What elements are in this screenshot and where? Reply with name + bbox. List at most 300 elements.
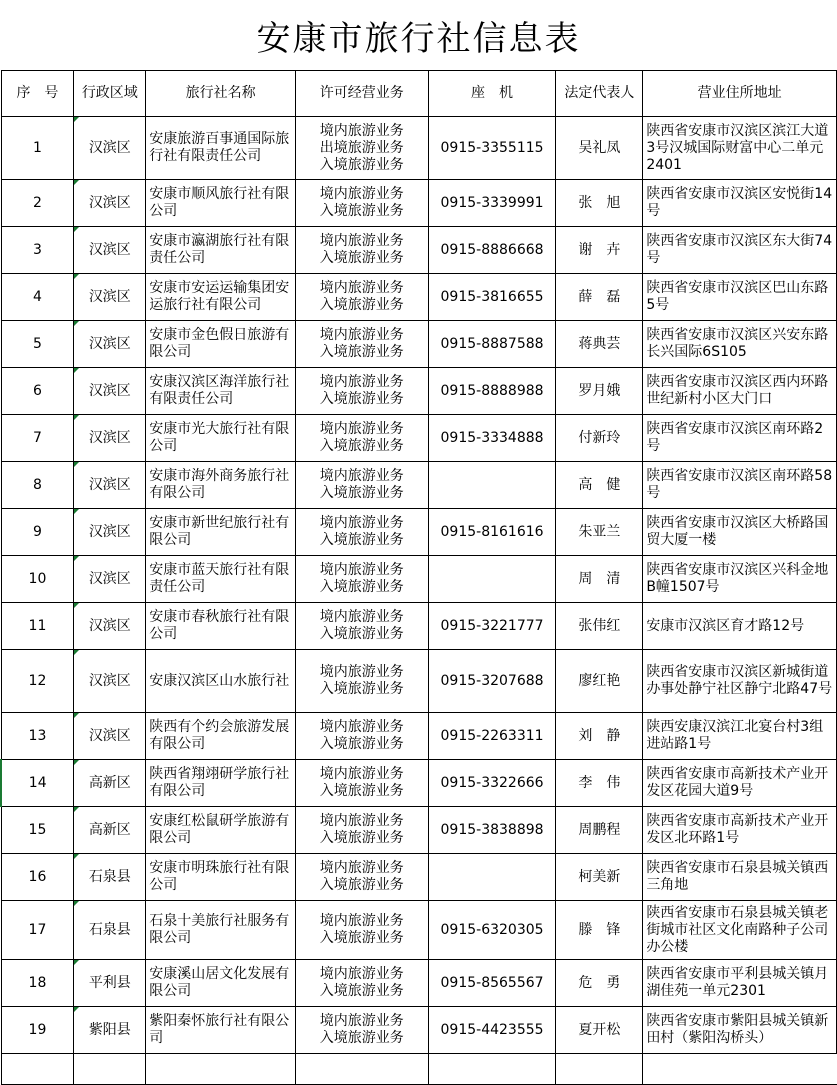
row-agency-name [146, 415, 296, 462]
cell-marker-icon [74, 415, 79, 420]
row-address-text: 陕西省安康市汉滨区兴科金地B幢1507号 [646, 562, 829, 595]
row-business-text: 境内旅游业务 入境旅游业务 [319, 609, 404, 642]
row-agency-name-text: 安康溪山居文化发展有限公司 [149, 966, 290, 999]
row-seq [1, 901, 74, 960]
cell-marker-icon [74, 180, 79, 185]
cell-marker-icon [74, 556, 79, 561]
row-phone-text: 0915-6320305 [440, 921, 544, 938]
row-business-text: 境内旅游业务 入境旅游业务 [319, 562, 404, 595]
row-seq-text: 16 [28, 868, 47, 885]
row-business [295, 117, 428, 180]
row-business [295, 462, 428, 509]
row-agency-name [146, 960, 296, 1007]
row-district [74, 854, 146, 901]
row-agency-name [146, 760, 296, 807]
row-address [643, 556, 837, 603]
row-phone [428, 713, 556, 760]
table-row [1, 227, 837, 274]
row-phone-text: 0915-3355115 [440, 139, 544, 156]
row-phone-text: 0915-3221777 [440, 617, 544, 634]
table-row [1, 713, 837, 760]
row-address [643, 368, 837, 415]
header-address: 营业住所地址 [643, 71, 837, 117]
row-seq [1, 960, 74, 1007]
row-phone [428, 603, 556, 650]
row-address-text: 陕西省安康市石泉县城关镇西三角地 [646, 860, 829, 893]
row-agency-name [146, 321, 296, 368]
row-business-text: 境内旅游业务 入境旅游业务 [319, 913, 404, 946]
row-address-text: 陕西省安康市紫阳县城关镇新田村（紫阳沟桥头） [646, 1013, 829, 1046]
row-seq [1, 854, 74, 901]
row-business-text: 境内旅游业务 入境旅游业务 [319, 280, 404, 313]
table-row [1, 462, 837, 509]
row-district-text: 汉滨区 [88, 570, 131, 587]
row-legal-rep-text: 周鹏程 [578, 821, 621, 838]
cell-marker-icon [74, 901, 79, 906]
row-agency-name [146, 1007, 296, 1054]
empty-cell [428, 1054, 556, 1085]
row-district [74, 713, 146, 760]
row-agency-name-text: 安康市顺风旅行社有限公司 [149, 186, 290, 219]
row-phone-text: 0915-8888988 [440, 382, 544, 399]
row-agency-name-text: 安康汉滨区海洋旅行社有限责任公司 [149, 374, 290, 407]
row-address-text: 陕西省安康市汉滨区南环路58号 [646, 468, 833, 501]
row-legal-rep-text: 谢 卉 [578, 241, 621, 258]
row-address-text: 陕西省安康市汉滨区安悦街14号 [646, 186, 833, 219]
row-district [74, 117, 146, 180]
row-legal-rep-text: 滕 锋 [578, 921, 621, 938]
header-name: 旅行社名称 [146, 71, 296, 117]
row-phone-text: 0915-3838898 [440, 821, 544, 838]
row-address [643, 807, 837, 854]
row-phone [428, 321, 556, 368]
cell-marker-icon [74, 321, 79, 326]
table-row [1, 274, 837, 321]
row-district-text: 紫阳县 [88, 1021, 131, 1038]
row-district [74, 556, 146, 603]
row-phone [428, 227, 556, 274]
table-row [1, 321, 837, 368]
row-legal-rep [556, 603, 643, 650]
row-district-text: 汉滨区 [88, 727, 131, 744]
cell-marker-icon [74, 760, 79, 765]
row-business [295, 713, 428, 760]
row-address [643, 117, 837, 180]
row-seq-text: 10 [28, 570, 47, 587]
row-seq [1, 274, 74, 321]
row-seq-text: 19 [28, 1021, 47, 1038]
row-address-text: 陕西省安康市汉滨区新城街道办事处静宁社区静宁北路47号 [646, 664, 833, 697]
empty-cell [1, 1054, 74, 1085]
row-legal-rep [556, 713, 643, 760]
row-business [295, 509, 428, 556]
row-district [74, 901, 146, 960]
row-address [643, 227, 837, 274]
row-phone-text: 0915-8565567 [440, 974, 544, 991]
row-address [643, 901, 837, 960]
row-address [643, 462, 837, 509]
row-agency-name-text: 陕西有个约会旅游发展有限公司 [149, 719, 290, 752]
table-row [1, 415, 837, 462]
row-phone-text: 0915-4423555 [440, 1021, 544, 1038]
row-legal-rep-text: 张伟红 [578, 617, 621, 634]
row-address [643, 509, 837, 556]
row-legal-rep-text: 薛 磊 [578, 288, 621, 305]
row-agency-name [146, 603, 296, 650]
travel-agency-table [0, 70, 837, 1085]
row-agency-name [146, 274, 296, 321]
row-address [643, 180, 837, 227]
row-agency-name-text: 石泉十美旅行社服务有限公司 [149, 913, 290, 946]
row-phone [428, 556, 556, 603]
row-seq [1, 509, 74, 556]
empty-cell [556, 1054, 643, 1085]
row-address [643, 415, 837, 462]
row-phone [428, 509, 556, 556]
row-address [643, 1007, 837, 1054]
row-agency-name-text: 安康市金色假日旅游有限公司 [149, 327, 290, 360]
header-rep: 法定代表人 [556, 71, 643, 117]
row-seq-text: 12 [28, 672, 47, 689]
row-phone [428, 415, 556, 462]
row-agency-name-text: 安康旅游百事通国际旅行社有限责任公司 [149, 131, 290, 164]
row-address-text: 陕西省安康市高新技术产业开发区北环路1号 [646, 813, 829, 846]
row-phone-text: 0915-3816655 [440, 288, 544, 305]
row-business-text: 境内旅游业务 入境旅游业务 [319, 719, 404, 752]
empty-row [1, 1054, 837, 1085]
row-seq [1, 368, 74, 415]
header-seq: 序 号 [1, 71, 74, 117]
row-legal-rep-text: 付新玲 [578, 429, 621, 446]
row-district-text: 汉滨区 [88, 672, 131, 689]
row-agency-name [146, 509, 296, 556]
row-business [295, 760, 428, 807]
row-phone-text: 0915-8161616 [440, 523, 544, 540]
row-phone-text: 0915-3322666 [440, 774, 544, 791]
table-row [1, 368, 837, 415]
table-row [1, 760, 837, 807]
row-phone [428, 117, 556, 180]
cell-marker-icon [74, 960, 79, 965]
row-phone [428, 368, 556, 415]
row-seq [1, 415, 74, 462]
row-seq-text: 7 [32, 429, 42, 446]
row-legal-rep-text: 朱亚兰 [578, 523, 621, 540]
row-legal-rep-text: 周 清 [578, 570, 621, 587]
row-phone [428, 854, 556, 901]
row-legal-rep [556, 1007, 643, 1054]
row-address [643, 321, 837, 368]
row-legal-rep-text: 廖红艳 [578, 672, 621, 689]
row-business-text: 境内旅游业务 入境旅游业务 [319, 813, 404, 846]
row-legal-rep-text: 高 健 [578, 476, 621, 493]
row-business-text: 境内旅游业务 入境旅游业务 [319, 374, 404, 407]
row-phone-text: 0915-3339991 [440, 194, 544, 211]
row-legal-rep-text: 柯美新 [578, 868, 621, 885]
row-phone-text: 0915-8887588 [440, 335, 544, 352]
row-legal-rep-text: 刘 静 [578, 727, 621, 744]
table-row [1, 180, 837, 227]
row-address-text: 陕西安康汉滨江北宴台村3组进站路1号 [646, 719, 824, 752]
row-district-text: 汉滨区 [88, 194, 131, 211]
row-agency-name-text: 安康市光大旅行社有限公司 [149, 421, 290, 454]
row-legal-rep [556, 509, 643, 556]
row-business [295, 650, 428, 713]
row-business-text: 境内旅游业务 入境旅游业务 [319, 468, 404, 501]
row-address-text: 陕西省安康市汉滨区滨江大道3号汉城国际财富中心二单元2401 [646, 122, 829, 173]
cell-marker-icon [74, 603, 79, 608]
table-header-row [1, 71, 837, 117]
row-legal-rep-text: 蒋典芸 [578, 335, 621, 352]
row-address [643, 713, 837, 760]
row-legal-rep [556, 854, 643, 901]
row-seq-text: 14 [28, 774, 47, 791]
row-business [295, 368, 428, 415]
row-business [295, 321, 428, 368]
header-business: 许可经营业务 [295, 71, 428, 117]
table-row [1, 901, 837, 960]
row-business-text: 境内旅游业务 入境旅游业务 [319, 515, 404, 548]
row-business-text: 境内旅游业务 入境旅游业务 [319, 664, 404, 697]
row-district-text: 汉滨区 [88, 476, 131, 493]
row-business-text: 境内旅游业务 入境旅游业务 [319, 966, 404, 999]
row-agency-name-text: 安康市蓝天旅行社有限责任公司 [149, 562, 290, 595]
row-business-text: 境内旅游业务 入境旅游业务 [319, 233, 404, 266]
row-district [74, 509, 146, 556]
row-seq-text: 17 [28, 921, 47, 938]
row-legal-rep [556, 960, 643, 1007]
row-district [74, 760, 146, 807]
row-district [74, 603, 146, 650]
row-district [74, 321, 146, 368]
row-agency-name-text: 安康市明珠旅行社有限公司 [149, 860, 290, 893]
row-legal-rep [556, 117, 643, 180]
row-district [74, 180, 146, 227]
row-agency-name-text: 安康市新世纪旅行社有限公司 [149, 515, 290, 548]
row-district-text: 高新区 [88, 774, 131, 791]
row-agency-name [146, 368, 296, 415]
row-phone [428, 462, 556, 509]
row-business [295, 960, 428, 1007]
row-phone-text: 0915-3334888 [440, 429, 544, 446]
row-address-text: 陕西省安康市石泉县城关镇老街城市社区文化南路种子公司办公楼 [646, 904, 829, 955]
row-legal-rep [556, 274, 643, 321]
row-phone [428, 274, 556, 321]
row-seq [1, 807, 74, 854]
row-address-text: 陕西省安康市汉滨区大桥路国贸大厦一楼 [646, 515, 829, 548]
row-legal-rep [556, 650, 643, 713]
row-seq-text: 1 [32, 139, 42, 156]
header-phone: 座 机 [428, 71, 556, 117]
row-seq-text: 8 [32, 476, 42, 493]
row-legal-rep [556, 462, 643, 509]
row-legal-rep-text: 危 勇 [578, 974, 621, 991]
row-seq [1, 760, 74, 807]
cell-marker-icon [74, 227, 79, 232]
table-row [1, 807, 837, 854]
row-legal-rep-text: 吴礼凤 [578, 139, 621, 156]
row-agency-name [146, 713, 296, 760]
row-legal-rep [556, 807, 643, 854]
row-district-text: 汉滨区 [88, 139, 131, 156]
row-legal-rep [556, 556, 643, 603]
row-agency-name-text: 安康汉滨区山水旅行社 [149, 672, 290, 689]
row-legal-rep [556, 760, 643, 807]
row-address [643, 274, 837, 321]
row-seq [1, 227, 74, 274]
row-district [74, 807, 146, 854]
row-district [74, 650, 146, 713]
row-agency-name [146, 180, 296, 227]
row-phone [428, 180, 556, 227]
row-seq-text: 13 [28, 727, 47, 744]
row-agency-name-text: 安康市瀛湖旅行社有限责任公司 [149, 233, 290, 266]
row-district-text: 石泉县 [88, 868, 131, 885]
empty-cell [295, 1054, 428, 1085]
row-agency-name [146, 901, 296, 960]
row-phone [428, 901, 556, 960]
row-district-text: 汉滨区 [88, 288, 131, 305]
empty-cell [643, 1054, 837, 1085]
cell-marker-icon [74, 1007, 79, 1012]
row-business [295, 901, 428, 960]
row-seq [1, 321, 74, 368]
empty-cell [146, 1054, 296, 1085]
row-phone [428, 650, 556, 713]
row-agency-name-text: 安康市安运运输集团安运旅行社有限公司 [149, 280, 290, 313]
row-district [74, 415, 146, 462]
cell-marker-icon [74, 368, 79, 373]
row-business [295, 807, 428, 854]
row-district-text: 汉滨区 [88, 335, 131, 352]
row-seq-text: 9 [32, 523, 42, 540]
row-agency-name [146, 227, 296, 274]
row-seq-text: 6 [32, 382, 42, 399]
row-phone [428, 807, 556, 854]
page-title: 安康市旅行社信息表 [0, 0, 837, 70]
row-business-text: 境内旅游业务 入境旅游业务 [319, 421, 404, 454]
row-district [74, 960, 146, 1007]
cell-marker-icon [74, 117, 79, 122]
row-business [295, 603, 428, 650]
row-legal-rep [556, 227, 643, 274]
row-seq [1, 603, 74, 650]
row-business-text: 境内旅游业务 入境旅游业务 [319, 860, 404, 893]
row-business-text: 境内旅游业务 入境旅游业务 [319, 766, 404, 799]
row-business [295, 227, 428, 274]
table-row [1, 556, 837, 603]
row-business [295, 274, 428, 321]
row-agency-name [146, 462, 296, 509]
row-legal-rep [556, 180, 643, 227]
row-district-text: 平利县 [88, 974, 131, 991]
row-seq [1, 556, 74, 603]
row-seq-text: 2 [32, 194, 42, 211]
row-address-text: 陕西省安康市汉滨区巴山东路5号 [646, 280, 829, 313]
row-district-text: 汉滨区 [88, 523, 131, 540]
row-seq-text: 3 [32, 241, 42, 258]
row-seq-text: 4 [32, 288, 42, 305]
row-district [74, 227, 146, 274]
row-business [295, 415, 428, 462]
row-seq [1, 713, 74, 760]
row-seq [1, 1007, 74, 1054]
row-address [643, 760, 837, 807]
row-seq [1, 650, 74, 713]
row-business [295, 180, 428, 227]
row-business-text: 境内旅游业务 入境旅游业务 [319, 327, 404, 360]
row-district [74, 368, 146, 415]
table-row [1, 650, 837, 713]
row-agency-name-text: 陕西省翔翊研学旅行社有限公司 [149, 766, 290, 799]
row-district-text: 汉滨区 [88, 429, 131, 446]
row-address [643, 603, 837, 650]
row-address [643, 650, 837, 713]
row-business [295, 1007, 428, 1054]
table-row [1, 1007, 837, 1054]
empty-cell [74, 1054, 146, 1085]
row-address-text: 陕西省安康市汉滨区南环路2号 [646, 421, 824, 454]
row-legal-rep-text: 罗月娥 [578, 382, 621, 399]
cell-marker-icon [74, 462, 79, 467]
row-address-text: 安康市汉滨区育才路12号 [646, 617, 805, 634]
cell-marker-icon [74, 713, 79, 718]
row-phone [428, 1007, 556, 1054]
row-phone [428, 960, 556, 1007]
row-seq-text: 18 [28, 974, 47, 991]
row-business-text: 境内旅游业务 入境旅游业务 [319, 1013, 404, 1046]
row-agency-name-text: 安康红松鼠研学旅游有限公司 [149, 813, 290, 846]
row-address [643, 854, 837, 901]
row-business [295, 556, 428, 603]
table-row [1, 509, 837, 556]
row-agency-name-text: 紫阳秦怀旅行社有限公司 [149, 1013, 290, 1046]
row-seq-text: 15 [28, 821, 47, 838]
row-district [74, 462, 146, 509]
row-district-text: 汉滨区 [88, 241, 131, 258]
row-address-text: 陕西省安康市汉滨区兴安东路长兴国际6S105 [646, 327, 829, 360]
row-phone [428, 760, 556, 807]
row-address-text: 陕西省安康市汉滨区西内环路世纪新村小区大门口 [646, 374, 829, 407]
row-seq-text: 5 [32, 335, 42, 352]
cell-marker-icon [74, 650, 79, 655]
header-district: 行政区域 [74, 71, 146, 117]
row-address [643, 960, 837, 1007]
row-business [295, 854, 428, 901]
row-seq [1, 462, 74, 509]
row-business-text: 境内旅游业务 出境旅游业务 入境旅游业务 [319, 122, 404, 173]
row-legal-rep [556, 901, 643, 960]
row-seq-text: 11 [28, 617, 47, 634]
table-row [1, 117, 837, 180]
row-seq [1, 117, 74, 180]
row-agency-name-text: 安康市春秋旅行社有限公司 [149, 609, 290, 642]
row-legal-rep-text: 夏开松 [578, 1021, 621, 1038]
table-row [1, 603, 837, 650]
row-legal-rep-text: 李 伟 [578, 774, 621, 791]
row-district [74, 274, 146, 321]
row-district-text: 高新区 [88, 821, 131, 838]
cell-marker-icon [74, 807, 79, 812]
row-district-text: 石泉县 [88, 921, 131, 938]
table-row [1, 854, 837, 901]
cell-marker-icon [74, 509, 79, 514]
row-agency-name [146, 650, 296, 713]
row-legal-rep [556, 368, 643, 415]
cell-marker-icon [74, 854, 79, 859]
row-agency-name [146, 556, 296, 603]
row-agency-name [146, 854, 296, 901]
